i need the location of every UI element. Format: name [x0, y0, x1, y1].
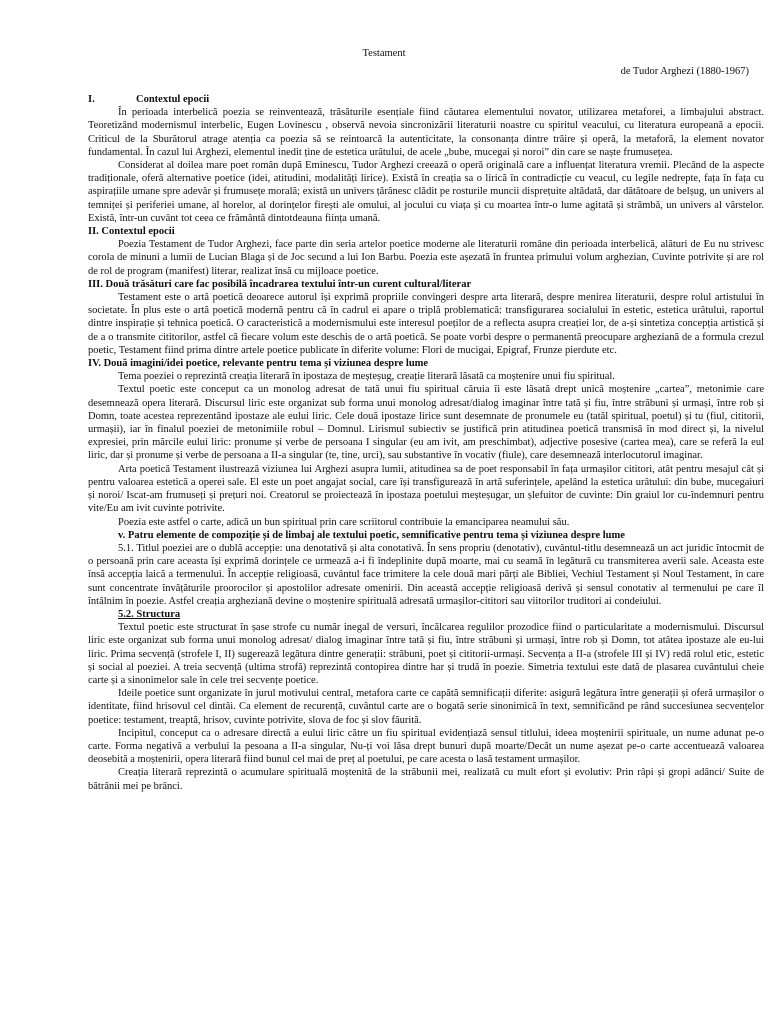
paragraph: Considerat al doilea mare poet român după Eminescu, Tudor Arghezi creează o operă originală care a influențat literatura vremii. Plecând de la aspecte tradiționale, oferă alternative poetice (idei, atitudini, modalități lirice). Există în creația sa o lirică în contradicție cu veacul, cu legile nedrepte, fața în fața cu aspirațiile umane spre adevăr și frumusețe morală; există un univers țărănesc clădit pe rosturile muncii disprețuite altădată, dar dătătoare de belșug, un univers al temniței și periferiei umane, al horelor, al dorințelor firești ale omului, al jocului cu viața și cu moartea într-o lume agitată și strâmbă, un univers al vârstelor. Există, într-un cuvânt tot ceea ce frământă dintotdeauna ființa umană.: [88, 160, 764, 224]
paragraph: Ideile poetice sunt organizate în jurul motivului central, metafora carte ce capătă semnificații diferite: asigură legătura între generații și oferă urmașilor o identitate, fiind hrisovul cel dintâi. Ca element de recurență, cuvântul carte are o bogată serie sinonimică în text, semnificând pe rând succesiunea secvențelor poetice: testament, treaptă, hrisov, cuvinte potrivite, slova de foc și slov făurită.: [88, 688, 764, 726]
section-heading-3: III. Două trăsături care fac posibilă încadrarea textului într-un curent cultural/literar: [88, 278, 472, 290]
paragraph: Poezia este astfel o carte, adică un bun spiritual prin care scriitorul contribuie la emanciparea neamului său.: [118, 516, 570, 528]
section-number: I.: [88, 94, 95, 105]
paragraph: Poezia Testament de Tudor Arghezi, face parte din seria artelor poetice moderne ale literaturii române din perioada interbelică, alături de Eu nu strivesc corola de minuni a lumii de Lucian Blaga și de Joc secund a lui Ion Barbu. Poezia este așezată în fruntea primului volum arghezian, Cuvinte potrivite și are rol de rol de program (manifest) literar, realizat însă cu mijloace poetice.: [88, 239, 764, 277]
paragraph: Textul poetic este conceput ca un monolog adresat de tată unui fiu spiritual căruia îi este lăsată drept unică moștenire „cartea”, metonimie care desemnează opera literară. Discursul liric este organizat sub forma unui monolog adresat/dialog imaginar între tată și fiu, între străbuni și urmași, între rob și Domn, toate acestea reprezentând ipostaze ale eului liric. Cele două ipostaze lirice sunt desemnate de pronumele eu (tatăl spiritual, poetul) și tu (fiul, cititorii, urmașii), iar în finalul poeziei de metonimiile robul – Domnul. Lirismul subiectiv se justifică prin atitudinea poetică transmisă în mod direct și, la nivelul expresiei, prin mărcile eului liric: pronume și verbe de persoana I singular (eu am ivit, am preschimbat), adjective posesive (cartea mea), care se referă la eul liric, dar și pronume și verbe de persoana a II-a singular (te, tine, urci), sau substantive în vocativ (fiule), care desemnează interlocutorul imaginar.: [88, 384, 764, 462]
section-title: Contextul epocii: [136, 94, 210, 105]
author-line: de Tudor Arghezi (1880-1967): [620, 66, 749, 77]
paragraph: Creația literară reprezintă o acumulare spirituală moștenită de la străbunii mei, realizată cu mult efort și evolutiv: Prin râpi și gropi adânci/ Suite de bătrânii mei pe brânci.: [88, 767, 764, 792]
section-heading-4: IV. Două imagini/idei poetice, relevante pentru tema și viziunea despre lume: [88, 358, 429, 370]
paragraph: Textul poetic este structurat în șase strofe cu număr inegal de versuri, încălcarea regulilor prozodice fiind o particularitate a modernismului. Discursul liric este organizat sub forma unui monolog adresat/ dialog imaginar între tată și fiu, între străbuni și urmași, între rob și Domn, tot atâtea ipostaze ale eu-lui liric. Prima secvență (strofele I, II) sugerează legătura dintre generații: străbuni, poet și cititorii-urmași. Secvența a II-a (strofele III și IV) redă rolul etic, estetic și social al poeziei. A treia secvență (ultima strofă) reprezintă contopirea dintre har și trudă în poezie. Simetria textului este dată de plasarea cuvântului cheie carte și a sinonimelor sale în cele trei secvențe poetice.: [88, 622, 764, 686]
paragraph: Arta poetică Testament ilustrează viziunea lui Arghezi asupra lumii, atitudinea sa de poet responsabil în fața urmașilor cititori, atât pentru mesajul cât și pentru valoarea estetică a operei sale. El este un poet angajat social, care își transfigurează în artă suferințele, apelând la estetica urâtului: din bube, mucegaiuri și noroi/ Iscat-am frumuseți și prețuri noi. Creatorul se proiectează în ipostaza poetului meșteșugar, un șlefuitor de cuvinte: Din graiul lor cu-îndemnuri pentru vite/Eu am ivit cuvinte potrivite.: [88, 463, 764, 515]
paragraph: Incipitul, conceput ca o adresare directă a eului liric către un fiu spiritual evidențiază sensul titlului, ideea moștenirii spirituale, un nume adunat pe-o carte. Forma negativă a verbului la pesoana a II-a singular, Nu-ți voi lăsa drept bunuri după moarte/Decât un nume așezat pe-o carte accentuează valoarea deosebită a moștenirii, opera literară fiind bunul cel mai de preț al poetului, pe care acesta o lasă testament urmașilor.: [88, 727, 764, 766]
paragraph: Tema poeziei o reprezintă creația literară în ipostaza de meșteșug, creație literară lăsată ca moștenire unui fiu spiritual.: [118, 371, 615, 383]
section-heading-5: v. Patru elemente de compoziție și de limbaj ale textului poetic, semnificative pentru tema și viziunea despre lume: [118, 529, 625, 541]
paragraph: În perioada interbelică poezia se reinventează, trăsăturile esențiale fiind căutarea elementului novator, utilizarea metaforei, a limbajului abstract. Teoretizând modernismul interbelic, Eugen Lovinescu , observă nevoia sincronizării literaturii noastre cu spiritul veacului, cu literatura europeană a epocii. Criticul de la Sburătorul atrage atenția ca poezia să se reintoarcă la autenticitate, la consonanța dintre trăire și operă, la metaforă, la element novator fundamental. În cazul lui Arghezi, elementul inedit ține de estetica urâtului, de acele „bube, mucegai și noroi” din care se naște frumusețea.: [88, 107, 764, 158]
section-heading-2: II. Contextul epocii: [88, 226, 175, 238]
paragraph: 5.1. Titlul poeziei are o dublă accepție: una denotativă și alta conotativă. În sens propriu (denotativ), cuvântul-titlu desemnează un act juridic întocmit de o persoană prin care aceasta își exprimă dorințele ce urmează a-i fi îndeplinite după moarte, mai cu seamă în legătură cu transmiterea averii sale. Aceasta este însă accepția laică a termenului. În accepție religioasă, cuvântul face trimitere la cele două mari părți ale Bibliei, Vechiul Testament și Noul Testament, în care sunt concentrate învățăturile proorocilor și apostolilor adresate omenirii. Din această accepție religioasă derivă și sensul conotativ al termenului pe care îl întâlnim în poezie. Astfel creația argheziană devine o moștenire spirituală adresată urmașilor-cititori sau viitorilor truditori ai condeiului.: [88, 542, 764, 607]
section-heading-1: [88, 93, 764, 106]
document-body: [88, 93, 764, 793]
paragraph: Testament este o artă poetică deoarece autorul își exprimă propriile convingeri despre arta literară, despre menirea literaturii, despre rolul artistului în societate. În plus este o artă poetică modernă pentru că în cadrul ei apare o triplă problematică: transfigurarea socialului în estetic, estetica urâtului, raportul dintre inspirație și tehnica poetică. O caracteristică a modernismului este interesul poeților de a reflecta asupra creației lor, de a-și sintetiza concepția artistică și de a o transmite cititorilor, astfel că fiecare volum este deschis de o artă poetică. Se poate vorbi despre o permanentă preocupare argheziană de a formula crezul poetic, Testament fiind prima dintre artele poetice publicate în diferite volume: Flori de mucigai, Epigraf, Frunze pierdute etc.: [88, 292, 764, 356]
document-title: Testament: [362, 48, 406, 59]
subsection-heading: 5.2. Structura: [118, 608, 181, 620]
